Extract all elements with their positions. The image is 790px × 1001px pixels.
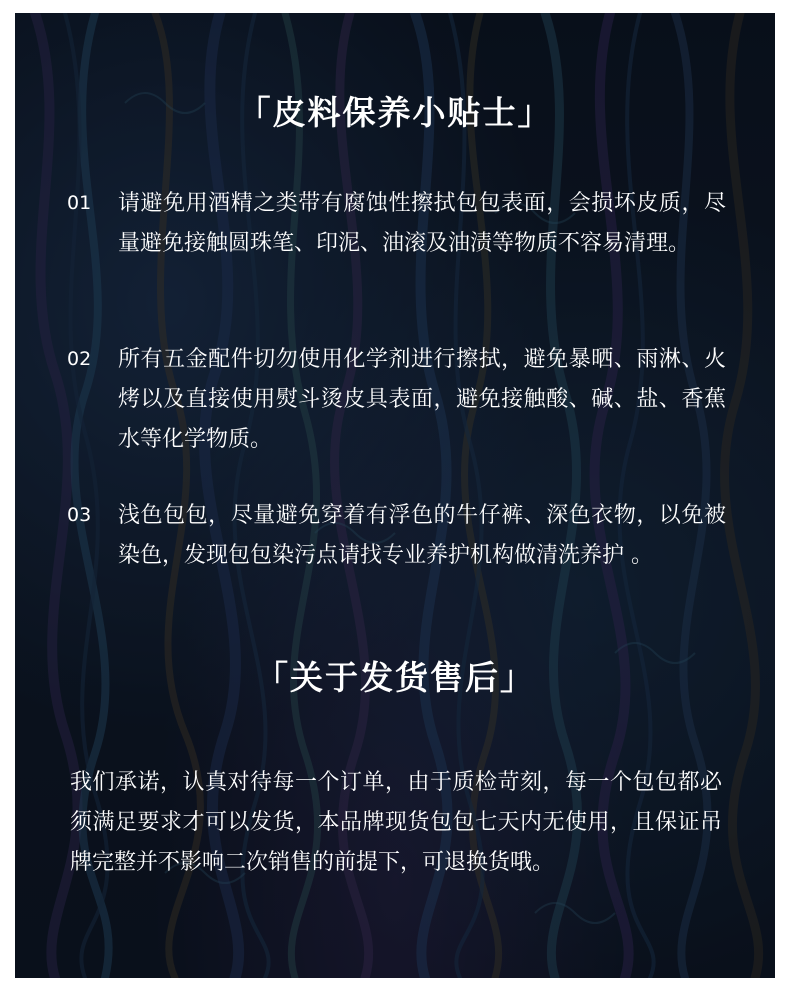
care-info-panel (15, 13, 775, 978)
leather-care-title: 「皮料保养小贴士」 (237, 93, 553, 132)
content-area (15, 13, 775, 978)
tip-text: 请避免用酒精之类带有腐蚀性擦拭包包表面，会损坏皮质，尽量避免接触圆珠笔、印泥、油滚及油渍等物质不容易清理。 (118, 191, 726, 256)
tip-number: 03 (67, 504, 92, 526)
tip-number: 01 (67, 192, 92, 214)
tip-text: 所有五金配件切勿使用化学剂进行擦拭，避免暴晒、雨淋、火烤以及直接使用熨斗烫皮具表面，避免接触酸、碱、盐、香蕉水等化学物质。 (118, 347, 726, 452)
tip-number: 02 (67, 348, 92, 370)
tip-text: 浅色包包，尽量避免穿着有浮色的牛仔裤、深色衣物，以免被染色，发现包包染污点请找专业养护机构做清洗养护 。 (118, 503, 726, 568)
after-sales-text: 我们承诺，认真对待每一个订单，由于质检苛刻，每一个包包都必须满足要求才可以发货，本品牌现货包包七天内无使用，且保证吊牌完整并不影响二次销售的前提下，可退换货哦。 (70, 770, 722, 875)
after-sales-title: 「关于发货售后」 (255, 658, 535, 697)
